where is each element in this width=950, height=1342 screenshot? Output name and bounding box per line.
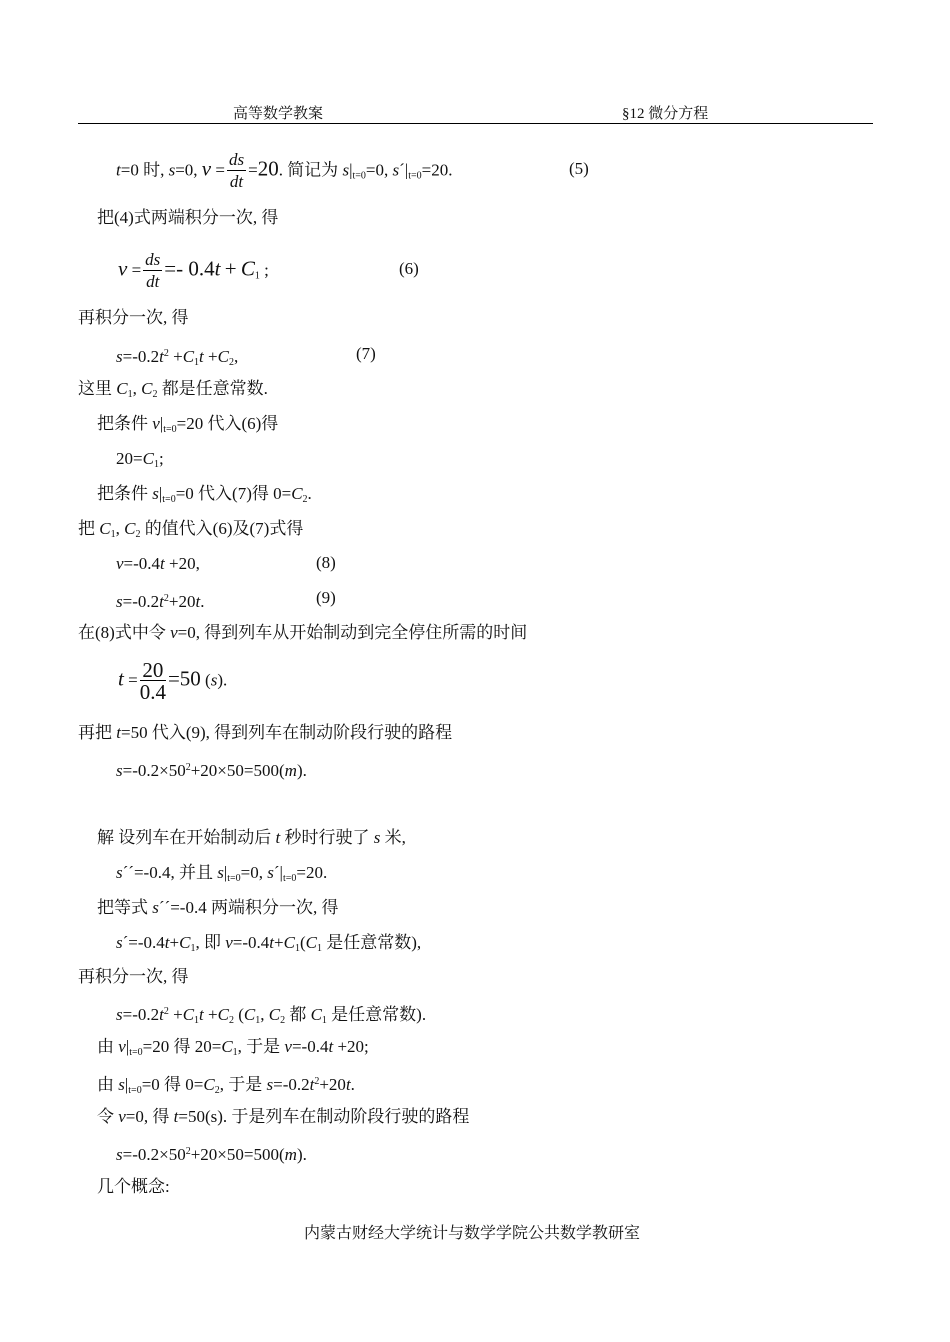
solution-integrate-once: 把等式 s´´=-0.4 两端积分一次, 得 — [97, 898, 339, 917]
fraction-ds-dt-2: $\frac{ds}{dt}$ — [145, 250, 161, 291]
equation-number-5: (5) — [569, 159, 589, 178]
page-footer: 内蒙古财经大学统计与数学学院公共数学教研室 — [304, 1225, 641, 1242]
header-course-title: 高等数学教案 — [233, 106, 324, 122]
displacement-equation: $s=-0.2t^2 +C_1t +C_2$, — [116, 347, 239, 368]
distance-text: 再把 t=50 代入(9), 得到列车在制动阶段行驶的路程 — [78, 723, 453, 742]
velocity-equation: v = $\frac{ds}{dt}$ =- $0.4t + C_1$ ; — [118, 250, 269, 291]
initial-conditions-line: t=0 时, s=0, v = $\frac{ds}{dt}$ =20. 简记为 $s|_{t=0}=0$, $s´|_{t=0}=20$. — [116, 150, 453, 191]
stop-time-text: 在(8)式中令 v=0, 得到列车从开始制动到完全停住所需的时间 — [78, 623, 528, 642]
constants-text: 这里 $C_1$, $C_2$ 都是任意常数. — [78, 379, 268, 400]
header-rule — [78, 123, 873, 124]
concepts-heading: 几个概念: — [97, 1177, 170, 1196]
equation-9: $s=-0.2t^2+20t$. — [116, 592, 205, 611]
substitute-s-condition: 把条件 $s|_{t=0}=0$ 代入(7)得 $0=C_2$. — [97, 484, 312, 505]
solution-s-result: 由 $s|_{t=0}=0$ 得 $0=C_2$, 于是 $s=-0.2t^2+20t$. — [97, 1075, 355, 1096]
c1-value: $20=C_1$; — [116, 449, 164, 470]
solution-stop-time: 令 v=0, 得 t=50(s). 于是列车在制动阶段行驶的路程 — [97, 1107, 470, 1126]
solution-conditions: s´´=-0.4, 并且 $s|_{t=0}=0$, $s´|_{t=0}=20$. — [116, 863, 328, 884]
substitute-constants-text: 把 $C_1$, $C_2$ 的值代入(6)及(7)式得 — [78, 519, 304, 540]
integrate-again-text: 再积分一次, 得 — [78, 308, 189, 327]
solution-integrate-again: 再积分一次, 得 — [78, 967, 189, 986]
equation-number-8: (8) — [316, 553, 336, 572]
solution-first-integral: $s´=-0.4t+C_1$, 即 $v=-0.4t+C_1(C_1$ 是任意常数), — [116, 933, 422, 954]
equation-number-9: (9) — [316, 588, 336, 607]
distance-result-2: $s=-0.2\times 50^2+20\times 50=500(m)$. — [116, 1145, 307, 1164]
fraction-ds-dt: $\frac{ds}{dt}$ — [228, 150, 245, 191]
equation-8: v=-0.4t +20, — [116, 554, 200, 573]
substitute-v-condition: 把条件 $v|_{t=0}=20$ 代入(6)得 — [97, 414, 279, 435]
stop-time-equation: t = $\frac{20}{0.4}$ =50 (s). — [118, 658, 228, 704]
integrate-once-text: 把(4)式两端积分一次, 得 — [97, 208, 279, 227]
equation-number-7: (7) — [356, 344, 376, 363]
solution-v-result: 由 $v|_{t=0}=20$ 得 $20=C_1$, 于是 v=-0.4t +20; — [97, 1037, 369, 1058]
fraction-20-over-0.4: $\frac{20}{0.4}$ — [139, 658, 166, 704]
solution-intro: 解 设列车在开始制动后 t 秒时行驶了 s 米, — [97, 828, 406, 847]
header-section-title: §12 微分方程 — [622, 106, 709, 122]
equation-number-6: (6) — [399, 259, 419, 278]
solution-second-integral: $s=-0.2t^2 +C_1t +C_2$ ($C_1$, $C_2$ 都 $C_1$ 是任意常数). — [116, 1005, 427, 1026]
distance-result-1: $s=-0.2\times 50^2+20\times 50=500(m)$. — [116, 761, 307, 780]
